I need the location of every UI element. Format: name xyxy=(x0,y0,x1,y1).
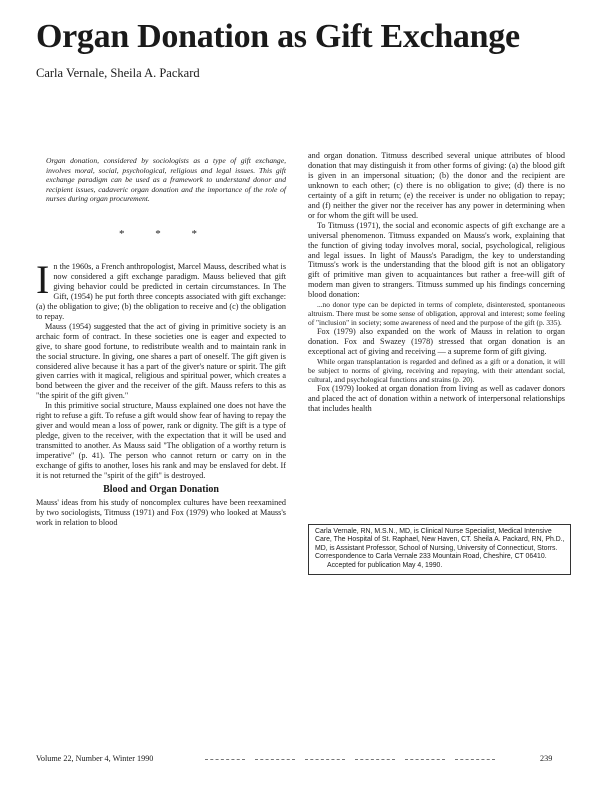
footer-rule xyxy=(455,759,495,760)
journal-footer: Volume 22, Number 4, Winter 1990 xyxy=(36,754,154,763)
paragraph: Fox (1979) also expanded on the work of Mauss in relation to organ donation. Fox and Swazey (1978) stressed that organ donation is an exceptional act of giving and receiving — a supreme form of gift giving. xyxy=(308,327,565,357)
right-column xyxy=(308,151,565,414)
footer-rule xyxy=(355,759,395,760)
section-heading: Blood and Organ Donation xyxy=(103,483,219,495)
section-separator: * * * xyxy=(119,228,211,240)
paragraph: Mauss (1954) suggested that the act of giving in primitive society is an archaic form of contract. In these societies one is eager and expected to give, to share good fortune, to redistribute wealth and to maintain rank in the social structure. In giving, one shares a part of oneself. The gift given is considered alive because it has a part of the giver's nature or spirit. The gift given carries with it magical, religious and spiritual power, which creates a bond between the giver and the receiver of the gift. Mauss refers to this as "the spirit of the gift given." xyxy=(36,321,286,401)
page-number: 239 xyxy=(540,754,553,763)
paragraph: Mauss' ideas from his study of noncomplex cultures have been reexamined by two sociologists, Titmuss (1971) and Fox (1979) who looked at Mauss's work in relation to blood xyxy=(36,497,286,527)
author-note-box xyxy=(308,524,571,575)
article-authors: Carla Vernale, Sheila A. Packard xyxy=(36,66,200,80)
block-quote: While organ transplantation is regarded and defined as a gift or a donation, it will be subject to norms of giving, receiving and repaying, with their attendant social, cultural, and psychological functions and strains (p. 20). xyxy=(308,357,565,385)
drop-cap: I xyxy=(36,257,50,302)
intro-text: n the 1960s, a French anthropologist, Marcel Mauss, described what is now considered a gift exchange paradigm. Mauss believed that gift giving behavior could be predicted in certain circumstances. In The Gift, (1954) he put forth three concepts associated with gift exchange: (a) the obligation to give; (b) the obligation to receive and (c) the obligation to repay. xyxy=(36,262,286,321)
paragraph: In this primitive social structure, Mauss explained one does not have the right to refuse a gift. To refuse a gift would show fear of having to repay the giver and would mean a loss of power, rank or dignity. The gift is a type of pledge, given to the receiver, with the expectation that it will be used and transmitted to another. As Mauss said "The obligation of a worthy return is imperative" (p. 41). The person who cannot return or carry on in the exchange of gifts to another, loses his rank and may be enslaved for debt. If it is not returned the "spirit of the gift" is destroyed. xyxy=(36,401,286,481)
acceptance-date: Accepted for publication May 4, 1990. xyxy=(327,561,443,569)
author-affiliations: Carla Vernale, RN, M.S.N., MD, is Clinical Nurse Specialist, Medical Intensive Care, The Hospital of St. Raphael, New Haven, CT. Sheila A. Packard, RN, Ph.D., MD, is Assistant Professor, School of Nursing, University of Connecticut, Storrs. Correspondence to Carla Vernale 233 Mountain Road, Cheshire, CT 06410. xyxy=(315,528,565,561)
article-abstract: Organ donation, considered by sociologists as a type of gift exchange, involves moral, social, psychological, religious and legal issues. This gift exchange paradigm can be used as a framework to understand donor and recipient issues, cadaveric organ donation and the importance of the role of nurses during organ procurement. xyxy=(46,156,286,204)
block-quote: ...no donor type can be depicted in terms of complete, disinterested, spontaneous altruism. There must be some sense of obligation, approval and interest; some feeling of "inclusion" in society; some awareness of need and the purpose of the gift (p. 335). xyxy=(308,300,565,328)
footer-rule xyxy=(405,759,445,760)
paragraph: Fox (1979) looked at organ donation from living as well as cadaver donors and placed the act of donation within a network of interpersonal relationships that includes health xyxy=(308,384,565,414)
footer-rule xyxy=(255,759,295,760)
footer-rule xyxy=(205,759,245,760)
paragraph: and organ donation. Titmuss described several unique attributes of blood donation that may distinguish it from other forms of giving: (a) the blood gift is given in an impersonal situation; (b) the donor and the recipient are unknown to each other; (c) there is no obligation to give; (d) there is no certainty of a gift in return; (e) the receiver is under no obligation to repay; and (f) neither the giver nor the receiver has any power in determining when or for whom the gift will be used. xyxy=(308,151,565,220)
intro-paragraph xyxy=(36,257,286,322)
article-title: Organ Donation as Gift Exchange xyxy=(36,18,520,55)
left-column xyxy=(36,257,286,528)
paragraph: To Titmuss (1971), the social and economic aspects of gift exchange are a universal phenomenon. Titmuss expanded on Mauss's work, explaining that the function of giving today involves moral, social, psychological, religious and legal issues. In light of Mauss's Paradigm, the key to understanding Titmuss's work is the understanding that the blood gift is not an obligatory gift of primitive man given to acquaintances but rather a free-will gift of modern man given to strangers. Titmuss summed up his findings concerning blood donation: xyxy=(308,220,565,300)
footer-rule xyxy=(305,759,345,760)
